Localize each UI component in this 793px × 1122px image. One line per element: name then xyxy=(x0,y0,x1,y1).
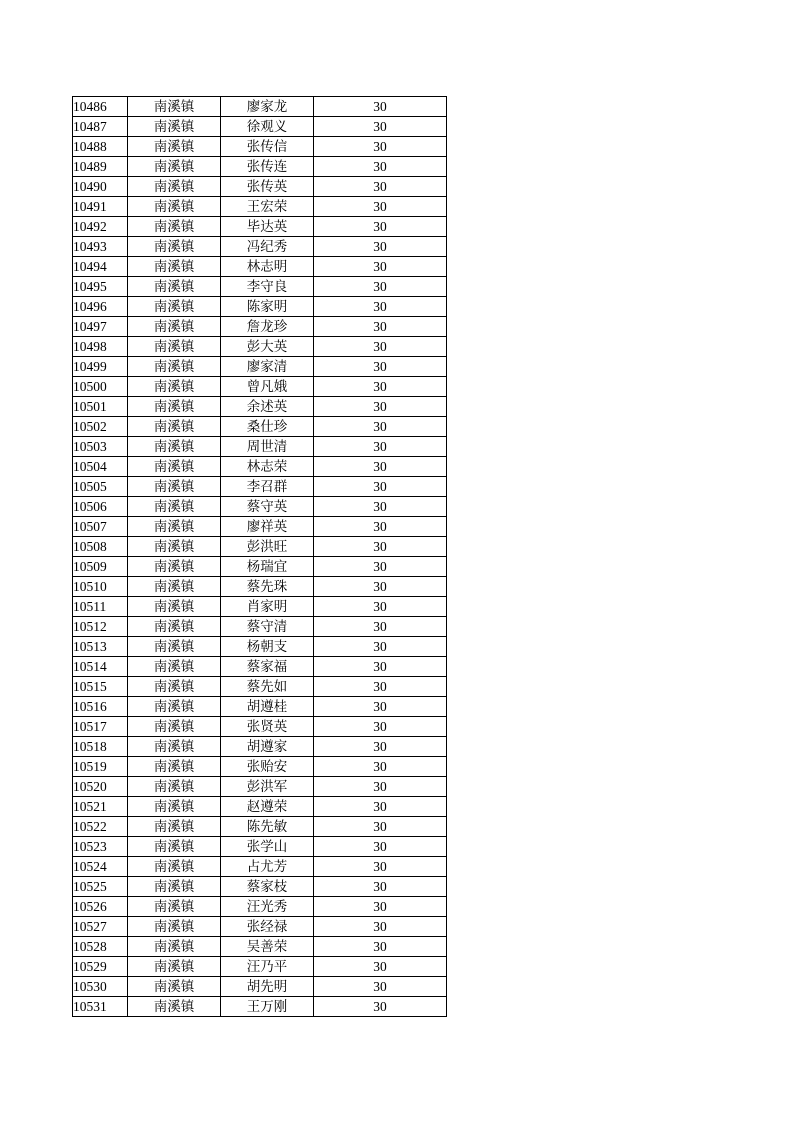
cell-amount: 30 xyxy=(314,917,447,937)
cell-id: 10513 xyxy=(73,637,128,657)
spreadsheet-page xyxy=(72,96,447,1017)
table-row xyxy=(73,497,447,517)
cell-amount: 30 xyxy=(314,757,447,777)
cell-id: 10489 xyxy=(73,157,128,177)
cell-amount: 30 xyxy=(314,137,447,157)
table-row xyxy=(73,657,447,677)
cell-id: 10504 xyxy=(73,457,128,477)
cell-id: 10526 xyxy=(73,897,128,917)
table-row xyxy=(73,957,447,977)
cell-town: 南溪镇 xyxy=(128,237,221,257)
cell-name: 詹龙珍 xyxy=(221,317,314,337)
cell-name: 张贻安 xyxy=(221,757,314,777)
cell-id: 10531 xyxy=(73,997,128,1017)
cell-name: 彭洪军 xyxy=(221,777,314,797)
cell-town: 南溪镇 xyxy=(128,637,221,657)
cell-amount: 30 xyxy=(314,957,447,977)
table-row xyxy=(73,237,447,257)
cell-amount: 30 xyxy=(314,717,447,737)
table-row xyxy=(73,537,447,557)
table-row xyxy=(73,157,447,177)
table-row xyxy=(73,597,447,617)
table-row xyxy=(73,477,447,497)
table-row xyxy=(73,117,447,137)
cell-amount: 30 xyxy=(314,817,447,837)
cell-town: 南溪镇 xyxy=(128,357,221,377)
cell-town: 南溪镇 xyxy=(128,257,221,277)
table-row xyxy=(73,377,447,397)
cell-amount: 30 xyxy=(314,217,447,237)
cell-name: 林志荣 xyxy=(221,457,314,477)
cell-id: 10519 xyxy=(73,757,128,777)
cell-name: 陈家明 xyxy=(221,297,314,317)
cell-town: 南溪镇 xyxy=(128,757,221,777)
cell-name: 杨瑞宜 xyxy=(221,557,314,577)
cell-town: 南溪镇 xyxy=(128,657,221,677)
table-row xyxy=(73,817,447,837)
cell-name: 王宏荣 xyxy=(221,197,314,217)
cell-amount: 30 xyxy=(314,557,447,577)
table-row xyxy=(73,257,447,277)
cell-id: 10491 xyxy=(73,197,128,217)
cell-amount: 30 xyxy=(314,397,447,417)
cell-name: 张传英 xyxy=(221,177,314,197)
cell-town: 南溪镇 xyxy=(128,697,221,717)
table-row xyxy=(73,837,447,857)
cell-name: 吴善荣 xyxy=(221,937,314,957)
cell-amount: 30 xyxy=(314,657,447,677)
cell-town: 南溪镇 xyxy=(128,457,221,477)
cell-id: 10511 xyxy=(73,597,128,617)
cell-name: 彭大英 xyxy=(221,337,314,357)
cell-name: 蔡家福 xyxy=(221,657,314,677)
cell-name: 赵遵荣 xyxy=(221,797,314,817)
table-row xyxy=(73,617,447,637)
cell-id: 10488 xyxy=(73,137,128,157)
cell-amount: 30 xyxy=(314,177,447,197)
cell-amount: 30 xyxy=(314,117,447,137)
cell-id: 10510 xyxy=(73,577,128,597)
cell-name: 张传信 xyxy=(221,137,314,157)
cell-amount: 30 xyxy=(314,277,447,297)
cell-id: 10518 xyxy=(73,737,128,757)
cell-town: 南溪镇 xyxy=(128,777,221,797)
cell-name: 蔡先如 xyxy=(221,677,314,697)
table-row xyxy=(73,737,447,757)
cell-amount: 30 xyxy=(314,877,447,897)
table-row xyxy=(73,697,447,717)
cell-town: 南溪镇 xyxy=(128,817,221,837)
cell-amount: 30 xyxy=(314,317,447,337)
cell-town: 南溪镇 xyxy=(128,97,221,117)
cell-id: 10498 xyxy=(73,337,128,357)
cell-town: 南溪镇 xyxy=(128,157,221,177)
cell-name: 蔡家枝 xyxy=(221,877,314,897)
cell-amount: 30 xyxy=(314,377,447,397)
table-row xyxy=(73,297,447,317)
cell-id: 10499 xyxy=(73,357,128,377)
cell-name: 汪乃平 xyxy=(221,957,314,977)
cell-amount: 30 xyxy=(314,97,447,117)
cell-town: 南溪镇 xyxy=(128,977,221,997)
cell-town: 南溪镇 xyxy=(128,417,221,437)
table-row xyxy=(73,997,447,1017)
cell-amount: 30 xyxy=(314,197,447,217)
cell-name: 张传连 xyxy=(221,157,314,177)
cell-town: 南溪镇 xyxy=(128,957,221,977)
cell-amount: 30 xyxy=(314,337,447,357)
table-row xyxy=(73,897,447,917)
cell-amount: 30 xyxy=(314,737,447,757)
cell-name: 陈先敏 xyxy=(221,817,314,837)
cell-town: 南溪镇 xyxy=(128,937,221,957)
cell-town: 南溪镇 xyxy=(128,617,221,637)
cell-town: 南溪镇 xyxy=(128,317,221,337)
cell-name: 张经禄 xyxy=(221,917,314,937)
cell-id: 10512 xyxy=(73,617,128,637)
cell-name: 廖家清 xyxy=(221,357,314,377)
cell-name: 胡遵家 xyxy=(221,737,314,757)
table-row xyxy=(73,877,447,897)
cell-name: 胡遵桂 xyxy=(221,697,314,717)
table-row xyxy=(73,397,447,417)
cell-amount: 30 xyxy=(314,437,447,457)
cell-town: 南溪镇 xyxy=(128,677,221,697)
table-row xyxy=(73,677,447,697)
cell-town: 南溪镇 xyxy=(128,877,221,897)
cell-id: 10507 xyxy=(73,517,128,537)
cell-id: 10528 xyxy=(73,937,128,957)
cell-town: 南溪镇 xyxy=(128,277,221,297)
cell-amount: 30 xyxy=(314,237,447,257)
table-row xyxy=(73,137,447,157)
cell-name: 王万刚 xyxy=(221,997,314,1017)
cell-id: 10527 xyxy=(73,917,128,937)
cell-id: 10501 xyxy=(73,397,128,417)
table-row xyxy=(73,177,447,197)
cell-amount: 30 xyxy=(314,837,447,857)
cell-id: 10529 xyxy=(73,957,128,977)
table-body xyxy=(73,97,447,1017)
cell-id: 10517 xyxy=(73,717,128,737)
table-row xyxy=(73,917,447,937)
cell-id: 10494 xyxy=(73,257,128,277)
cell-id: 10530 xyxy=(73,977,128,997)
cell-amount: 30 xyxy=(314,637,447,657)
cell-amount: 30 xyxy=(314,357,447,377)
cell-town: 南溪镇 xyxy=(128,397,221,417)
cell-name: 彭洪旺 xyxy=(221,537,314,557)
table-row xyxy=(73,277,447,297)
cell-id: 10496 xyxy=(73,297,128,317)
table-row xyxy=(73,857,447,877)
cell-name: 李守良 xyxy=(221,277,314,297)
cell-amount: 30 xyxy=(314,597,447,617)
table-row xyxy=(73,937,447,957)
cell-name: 余述英 xyxy=(221,397,314,417)
cell-town: 南溪镇 xyxy=(128,577,221,597)
cell-id: 10490 xyxy=(73,177,128,197)
cell-amount: 30 xyxy=(314,497,447,517)
cell-amount: 30 xyxy=(314,537,447,557)
cell-town: 南溪镇 xyxy=(128,537,221,557)
cell-town: 南溪镇 xyxy=(128,917,221,937)
cell-id: 10486 xyxy=(73,97,128,117)
cell-town: 南溪镇 xyxy=(128,497,221,517)
cell-amount: 30 xyxy=(314,697,447,717)
cell-name: 汪光秀 xyxy=(221,897,314,917)
cell-town: 南溪镇 xyxy=(128,197,221,217)
table-row xyxy=(73,717,447,737)
cell-name: 杨朝支 xyxy=(221,637,314,657)
cell-id: 10514 xyxy=(73,657,128,677)
cell-amount: 30 xyxy=(314,777,447,797)
table-row xyxy=(73,197,447,217)
cell-town: 南溪镇 xyxy=(128,477,221,497)
cell-name: 冯纪秀 xyxy=(221,237,314,257)
cell-name: 蔡先珠 xyxy=(221,577,314,597)
cell-town: 南溪镇 xyxy=(128,337,221,357)
cell-name: 肖家明 xyxy=(221,597,314,617)
table-row xyxy=(73,797,447,817)
cell-town: 南溪镇 xyxy=(128,217,221,237)
cell-amount: 30 xyxy=(314,977,447,997)
data-table xyxy=(72,96,447,1017)
cell-name: 胡先明 xyxy=(221,977,314,997)
cell-town: 南溪镇 xyxy=(128,797,221,817)
cell-name: 蔡守英 xyxy=(221,497,314,517)
cell-amount: 30 xyxy=(314,517,447,537)
cell-id: 10520 xyxy=(73,777,128,797)
cell-id: 10515 xyxy=(73,677,128,697)
cell-town: 南溪镇 xyxy=(128,997,221,1017)
table-row xyxy=(73,217,447,237)
cell-id: 10509 xyxy=(73,557,128,577)
cell-id: 10522 xyxy=(73,817,128,837)
cell-id: 10497 xyxy=(73,317,128,337)
cell-name: 毕达英 xyxy=(221,217,314,237)
cell-town: 南溪镇 xyxy=(128,297,221,317)
cell-id: 10492 xyxy=(73,217,128,237)
cell-amount: 30 xyxy=(314,937,447,957)
cell-name: 徐观义 xyxy=(221,117,314,137)
cell-amount: 30 xyxy=(314,457,447,477)
cell-id: 10502 xyxy=(73,417,128,437)
cell-amount: 30 xyxy=(314,577,447,597)
cell-amount: 30 xyxy=(314,997,447,1017)
cell-amount: 30 xyxy=(314,897,447,917)
cell-id: 10523 xyxy=(73,837,128,857)
cell-town: 南溪镇 xyxy=(128,137,221,157)
cell-town: 南溪镇 xyxy=(128,597,221,617)
cell-name: 廖祥英 xyxy=(221,517,314,537)
cell-name: 蔡守清 xyxy=(221,617,314,637)
table-row xyxy=(73,437,447,457)
table-row xyxy=(73,97,447,117)
table-row xyxy=(73,517,447,537)
cell-id: 10495 xyxy=(73,277,128,297)
cell-amount: 30 xyxy=(314,797,447,817)
cell-town: 南溪镇 xyxy=(128,857,221,877)
cell-town: 南溪镇 xyxy=(128,837,221,857)
cell-name: 李召群 xyxy=(221,477,314,497)
cell-amount: 30 xyxy=(314,477,447,497)
cell-amount: 30 xyxy=(314,297,447,317)
cell-town: 南溪镇 xyxy=(128,897,221,917)
cell-amount: 30 xyxy=(314,157,447,177)
table-row xyxy=(73,977,447,997)
cell-id: 10521 xyxy=(73,797,128,817)
cell-amount: 30 xyxy=(314,677,447,697)
table-row xyxy=(73,757,447,777)
cell-town: 南溪镇 xyxy=(128,557,221,577)
cell-name: 张贤英 xyxy=(221,717,314,737)
cell-name: 占尤芳 xyxy=(221,857,314,877)
cell-town: 南溪镇 xyxy=(128,117,221,137)
cell-id: 10493 xyxy=(73,237,128,257)
cell-amount: 30 xyxy=(314,857,447,877)
cell-amount: 30 xyxy=(314,257,447,277)
table-row xyxy=(73,457,447,477)
cell-amount: 30 xyxy=(314,417,447,437)
cell-id: 10505 xyxy=(73,477,128,497)
cell-amount: 30 xyxy=(314,617,447,637)
cell-id: 10500 xyxy=(73,377,128,397)
cell-id: 10525 xyxy=(73,877,128,897)
cell-id: 10508 xyxy=(73,537,128,557)
table-row xyxy=(73,637,447,657)
cell-id: 10516 xyxy=(73,697,128,717)
cell-id: 10506 xyxy=(73,497,128,517)
table-row xyxy=(73,317,447,337)
cell-name: 张学山 xyxy=(221,837,314,857)
cell-name: 林志明 xyxy=(221,257,314,277)
table-row xyxy=(73,557,447,577)
cell-id: 10524 xyxy=(73,857,128,877)
table-row xyxy=(73,577,447,597)
cell-id: 10503 xyxy=(73,437,128,457)
cell-id: 10487 xyxy=(73,117,128,137)
cell-town: 南溪镇 xyxy=(128,517,221,537)
cell-town: 南溪镇 xyxy=(128,717,221,737)
cell-town: 南溪镇 xyxy=(128,177,221,197)
table-row xyxy=(73,357,447,377)
cell-name: 曾凡娥 xyxy=(221,377,314,397)
cell-town: 南溪镇 xyxy=(128,377,221,397)
table-row xyxy=(73,777,447,797)
table-row xyxy=(73,337,447,357)
cell-name: 桑仕珍 xyxy=(221,417,314,437)
cell-town: 南溪镇 xyxy=(128,737,221,757)
cell-name: 廖家龙 xyxy=(221,97,314,117)
cell-name: 周世清 xyxy=(221,437,314,457)
cell-town: 南溪镇 xyxy=(128,437,221,457)
table-row xyxy=(73,417,447,437)
